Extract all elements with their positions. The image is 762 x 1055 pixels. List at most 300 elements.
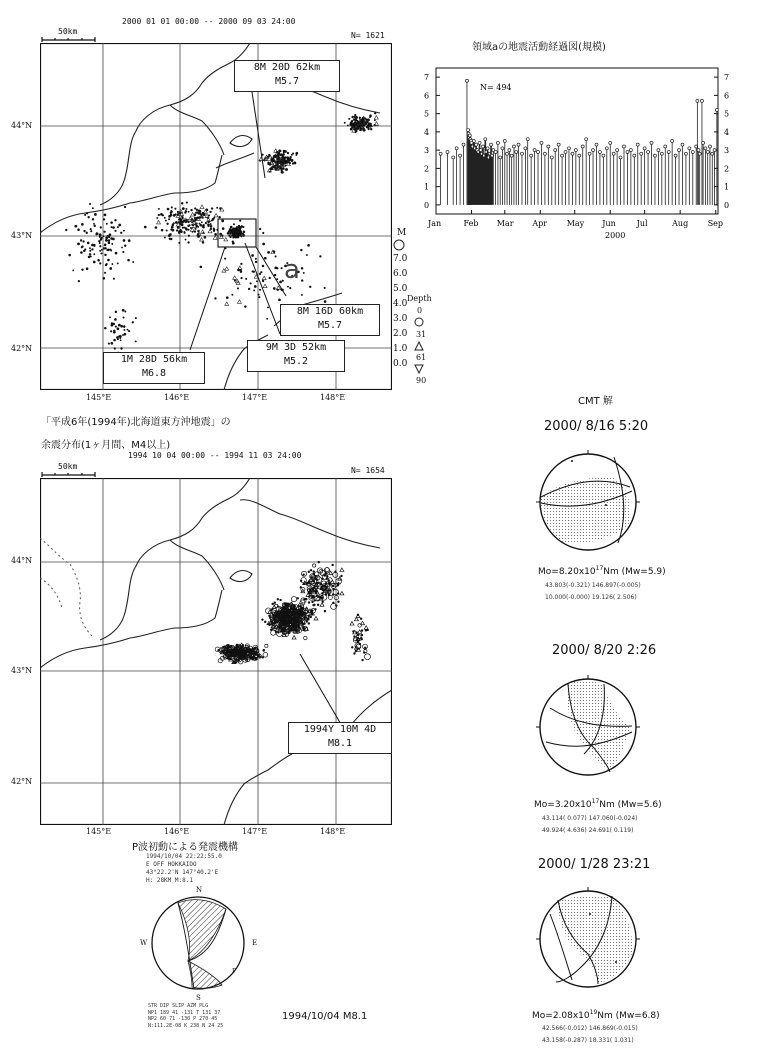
- aftershock-dot: [303, 613, 305, 615]
- epicenter-dot: [77, 242, 80, 245]
- epicenter-dot: [230, 226, 233, 229]
- epicenter-dot: [254, 285, 257, 288]
- epicenter-dot: [355, 130, 358, 133]
- epicenter-dot: [100, 226, 102, 228]
- event-head: [660, 152, 663, 155]
- epicenter-dot: [105, 236, 108, 239]
- epicenter-dot: [155, 226, 158, 229]
- event-head: [640, 152, 643, 155]
- event-head: [653, 154, 656, 157]
- depth-90: 90: [416, 376, 427, 385]
- event-2-line2: M5.7: [317, 320, 343, 331]
- event-head: [616, 149, 619, 152]
- epicenter-dot: [118, 324, 121, 327]
- event-head: [446, 150, 449, 153]
- epicenter-dot: [199, 224, 202, 227]
- epicenter-dot: [240, 230, 242, 232]
- epicenter-dot: [369, 116, 371, 118]
- event-head: [520, 152, 523, 155]
- epicenter-dot: [276, 155, 278, 157]
- aftershock-dot: [298, 624, 300, 626]
- epicenter-dot: [319, 255, 321, 257]
- pwave-dir-e: E: [252, 939, 258, 947]
- epicenter-dot: [100, 252, 102, 254]
- epicenter-dot: [108, 241, 111, 244]
- event-head: [671, 140, 674, 143]
- epicenter-dot: [285, 156, 287, 158]
- epicenter-dot: [174, 213, 176, 215]
- epicenter-dot: [259, 289, 261, 291]
- epicenter-dot: [211, 207, 213, 209]
- event-head: [517, 143, 520, 146]
- epicenter-dot: [113, 278, 115, 280]
- map1-region-label: a: [284, 255, 300, 285]
- aftershock-dot: [268, 614, 270, 616]
- pwave-header-1: 1994/10/04 22:22:55.0: [146, 853, 222, 860]
- epicenter-dot: [165, 220, 167, 222]
- epicenter-dot: [164, 217, 166, 219]
- chart-title: 領域aの地震活動経過図(規模): [472, 42, 606, 53]
- x-axis-year-label: 2000: [605, 231, 626, 240]
- epicenter-dot: [84, 214, 86, 216]
- epicenter-dot: [234, 232, 236, 234]
- epicenter-dot: [266, 318, 268, 320]
- epicenter-dot: [96, 232, 99, 235]
- cmt-3-row1: 42.566(-0.012) 146.869(-0.015): [542, 1025, 638, 1032]
- epicenter-dot: [365, 122, 367, 124]
- event-head: [501, 147, 504, 150]
- epicenter-dot: [160, 213, 163, 216]
- epicenter-dot: [99, 242, 101, 244]
- epicenter-dot: [80, 239, 82, 241]
- event-3-line2: M5.2: [283, 356, 309, 367]
- epicenter-dot: [99, 245, 101, 247]
- aftershock-dot: [361, 659, 363, 661]
- event-head: [702, 141, 705, 144]
- aftershock-dot: [310, 569, 312, 571]
- epicenter-dot: [188, 211, 190, 213]
- aftershock-dot: [321, 592, 323, 594]
- epicenter-dot: [117, 226, 119, 228]
- epicenter-dot: [240, 277, 242, 279]
- aftershock-dot: [307, 618, 309, 620]
- epicenter-dot: [347, 125, 349, 127]
- aftershock-dot: [326, 575, 328, 577]
- aftershock-dot: [311, 576, 313, 578]
- epicenter-dot: [355, 127, 357, 129]
- aftershock-dot: [337, 601, 339, 603]
- aftershock-dot: [337, 592, 339, 594]
- epicenter-dot: [210, 225, 213, 228]
- epicenter-dot: [301, 279, 303, 281]
- epicenter-dot: [194, 217, 196, 219]
- epicenter-dot: [221, 220, 224, 223]
- aftershock-dot: [224, 645, 226, 647]
- epicenter-dot: [114, 318, 117, 321]
- map2-lon-147: 147°E: [242, 827, 268, 836]
- map1-event-callout-2: [280, 304, 380, 336]
- cmt-3-row2: 43.158(-0.287) 18.331( 1.031): [542, 1037, 634, 1044]
- epicenter-dot: [122, 334, 124, 336]
- y-tick-label-left: 6: [424, 91, 430, 101]
- epicenter-dot: [355, 124, 357, 126]
- epicenter-dot: [226, 296, 229, 299]
- map1-event-callout-1: [234, 60, 340, 92]
- epicenter-dot: [237, 268, 240, 271]
- epicenter-dot: [182, 207, 185, 210]
- epicenter-dot: [93, 225, 95, 227]
- epicenter-dot: [110, 330, 112, 332]
- event-head: [574, 149, 577, 152]
- event-head: [595, 143, 598, 146]
- aftershock-dot: [256, 652, 258, 654]
- epicenter-dot: [243, 230, 246, 233]
- event-head: [678, 149, 681, 152]
- event-head: [588, 152, 591, 155]
- epicenter-dot: [109, 233, 112, 236]
- cmt-1-exp: 17: [595, 565, 604, 572]
- map2-lon-148: 148°E: [320, 827, 346, 836]
- epicenter-dot: [209, 211, 211, 213]
- cmt-2-moment: [534, 798, 662, 810]
- epicenter-dot: [123, 239, 126, 242]
- aftershock-dot: [217, 649, 219, 651]
- depth-triangle-icon: [413, 340, 425, 352]
- event-head: [629, 149, 632, 152]
- epicenter-dot: [171, 211, 173, 213]
- epicenter-dot: [262, 265, 265, 268]
- epicenter-dot: [111, 263, 113, 265]
- epicenter-dot: [267, 306, 269, 308]
- epicenter-dot: [374, 112, 376, 114]
- aftershock-dot: [329, 589, 331, 591]
- epicenter-dot: [242, 234, 245, 237]
- aftershock-dot: [303, 623, 305, 625]
- epicenter-dot: [102, 277, 105, 280]
- epicenter-dot: [112, 323, 115, 326]
- epicenter-dot: [289, 162, 291, 164]
- epicenter-dot: [115, 311, 117, 313]
- epicenter-dot: [101, 249, 103, 251]
- epicenter-dot: [164, 237, 166, 239]
- epicenter-dot: [258, 294, 260, 296]
- epicenter-dot: [280, 167, 283, 170]
- epicenter-dot: [240, 236, 242, 238]
- event-head: [478, 141, 481, 144]
- event-head: [626, 150, 629, 153]
- event-head: [713, 149, 716, 152]
- epicenter-dot: [93, 253, 95, 255]
- epicenter-dot: [306, 254, 308, 256]
- y-tick-label-right: 7: [724, 73, 730, 83]
- epicenter-dot: [279, 281, 282, 284]
- map1-lon-147: 147°E: [242, 393, 268, 402]
- mag-legend-circle-large: [392, 239, 406, 251]
- aftershock-dot: [355, 631, 357, 633]
- epicenter-dot: [259, 228, 261, 230]
- epicenter-dot: [191, 221, 193, 223]
- epicenter-dot: [216, 207, 218, 209]
- aftershock-dot: [319, 583, 321, 585]
- event-head: [537, 150, 540, 153]
- epicenter-dot: [90, 228, 92, 230]
- epicenter-dot: [185, 208, 187, 210]
- epicenter-dot: [300, 249, 302, 251]
- epicenter-dot: [120, 347, 122, 349]
- epicenter-dot: [104, 214, 107, 217]
- epicenter-dot: [234, 280, 236, 282]
- event-head: [711, 152, 714, 155]
- event-head: [684, 152, 687, 155]
- cmt-3-moment: [532, 1009, 660, 1021]
- map2-lat-44: 44°N: [11, 556, 33, 565]
- aftershock-dot: [246, 658, 248, 660]
- pwave-header: [146, 853, 222, 885]
- cmt-2-mo: Mo=3.20x10: [534, 800, 592, 810]
- event-head: [578, 154, 581, 157]
- epicenter-dot: [74, 225, 76, 227]
- epicenter-dot: [112, 226, 115, 229]
- epicenter-dot: [176, 229, 178, 231]
- epicenter-dot: [182, 227, 184, 229]
- y-tick-label-right: 2: [724, 164, 730, 174]
- epicenter-dot: [99, 262, 101, 264]
- event-3-line1: 9M 3D 52km: [265, 342, 327, 353]
- epicenter-dot: [115, 326, 117, 328]
- activity-time-chart: [412, 58, 748, 248]
- epicenter-dot: [186, 202, 188, 204]
- epicenter-dot: [237, 287, 239, 289]
- map2-scale-label: 50km: [58, 462, 78, 471]
- epicenter-dot: [357, 128, 359, 130]
- pwave-table-1: STR DIP SLIP AZM PLG: [148, 1003, 209, 1009]
- map2-event-callout: [288, 722, 392, 754]
- month-label: Jun: [602, 219, 616, 228]
- epicenter-dot: [188, 229, 190, 231]
- epicenter-dot: [368, 122, 371, 125]
- epicenter-dot: [167, 208, 170, 211]
- aftershock-dot: [312, 604, 314, 606]
- month-label: Jan: [428, 219, 442, 228]
- event-head: [706, 150, 709, 153]
- event-head: [459, 154, 462, 157]
- epicenter-dot: [127, 329, 129, 331]
- epicenter-dot: [303, 272, 305, 274]
- epicenter-dot: [120, 232, 122, 234]
- epicenter-dot: [123, 326, 125, 328]
- aftershock-dot: [247, 654, 249, 656]
- epicenter-dot: [177, 211, 179, 213]
- aftershock-dot: [299, 605, 301, 607]
- epicenter-dot: [103, 235, 105, 237]
- map1-event-callout-3: [247, 340, 345, 372]
- epicenter-dot: [91, 244, 94, 247]
- event-head: [681, 143, 684, 146]
- epicenter-dot: [370, 128, 372, 130]
- aftershock-dot: [364, 647, 366, 649]
- cmt-1-mo: Mo=8.20x10: [538, 567, 596, 577]
- epicenter-dot: [124, 333, 127, 336]
- epicenter-dot: [92, 218, 94, 220]
- epicenter-dot: [172, 224, 174, 226]
- aftershock-dot: [302, 573, 304, 575]
- epicenter-dot: [185, 227, 187, 229]
- event-head: [462, 143, 465, 146]
- mag-0: 0.0: [393, 359, 408, 369]
- epicenter-dot: [175, 221, 178, 224]
- depth-inverted-triangle-icon: [413, 363, 425, 375]
- event-head: [592, 149, 595, 152]
- epicenter-dot: [114, 230, 116, 232]
- epicenter-dot: [89, 203, 91, 205]
- epicenter-dot: [273, 287, 276, 290]
- event-head: [691, 150, 694, 153]
- event-head: [479, 149, 482, 152]
- epicenter-dot: [106, 263, 108, 265]
- event-head: [571, 152, 574, 155]
- map2-caption-line1: 「平成6年(1994年)北海道東方沖地震」の: [41, 417, 231, 428]
- y-tick-label-right: 0: [724, 200, 730, 210]
- epicenter-dot: [281, 267, 283, 269]
- epicenter-dot: [202, 241, 204, 243]
- epicenter-dot: [181, 202, 183, 204]
- event-head: [550, 156, 553, 159]
- epicenter-dot: [108, 239, 111, 242]
- epicenter-dot: [172, 229, 175, 232]
- aftershock-dot: [235, 645, 237, 647]
- cmt-title: CMT 解: [578, 396, 613, 407]
- epicenter-dot: [269, 164, 271, 166]
- epicenter-dot: [284, 150, 287, 153]
- event-head: [496, 141, 499, 144]
- pwave-table-2: NP1 189 41 -131 T 131 37: [148, 1009, 221, 1016]
- event-head: [543, 152, 546, 155]
- event-head: [605, 147, 608, 150]
- epicenter-dot: [178, 232, 180, 234]
- cmt-3-exp: 19: [589, 1009, 598, 1016]
- aftershock-dot: [310, 610, 312, 612]
- epicenter-dot: [104, 244, 107, 247]
- epicenter-dot: [233, 223, 235, 225]
- epicenter-dot: [278, 299, 281, 302]
- aftershock-dot: [308, 601, 310, 603]
- map1-event-callout-4: [103, 352, 205, 384]
- event-head: [468, 134, 471, 137]
- depth-0: 0: [417, 306, 423, 315]
- epicenter-dot: [185, 210, 187, 212]
- map2-event-line2: M8.1: [327, 738, 353, 749]
- event-head: [452, 156, 455, 159]
- epicenter-dot: [294, 162, 297, 165]
- epicenter-dot: [123, 230, 125, 232]
- cmt-2-row1: 43.114( 0.077) 147.060(-0.024): [542, 815, 638, 822]
- epicenter-dot: [292, 153, 294, 155]
- event-head: [643, 147, 646, 150]
- event-head: [696, 99, 699, 102]
- event-head: [465, 79, 468, 82]
- event-head: [561, 154, 564, 157]
- map1-seismicity-map: [40, 43, 392, 390]
- epicenter-dot: [264, 257, 267, 260]
- month-label: Aug: [672, 219, 689, 228]
- aftershock-dot: [353, 652, 355, 654]
- epicenter-dot: [81, 246, 83, 248]
- event-head: [533, 149, 536, 152]
- epicenter-dot: [214, 297, 216, 299]
- epicenter-dot: [366, 118, 368, 120]
- aftershock-dot: [274, 602, 276, 604]
- event-head: [650, 141, 653, 144]
- aftershock-dot: [316, 590, 318, 592]
- epicenter-dot: [180, 219, 182, 221]
- epicenter-dot: [104, 254, 106, 256]
- aftershock-dot: [311, 613, 313, 615]
- aftershock-dot: [271, 603, 273, 605]
- epicenter-dot: [171, 206, 173, 208]
- map1-lat-42: 42°N: [11, 344, 33, 353]
- map2-event-line1: 1994Y 10M 4D: [303, 724, 377, 735]
- epicenter-dot: [104, 231, 106, 233]
- epicenter-dot: [194, 207, 196, 209]
- epicenter-dot: [88, 216, 90, 218]
- epicenter-dot: [91, 248, 93, 250]
- epicenter-dot: [207, 220, 210, 223]
- epicenter-dot: [213, 227, 215, 229]
- epicenter-dot: [110, 237, 113, 240]
- epicenter-dot: [255, 258, 257, 260]
- aftershock-dot: [268, 623, 270, 625]
- epicenter-dot: [113, 339, 116, 342]
- aftershock-dot: [277, 605, 279, 607]
- epicenter-dot: [201, 216, 204, 219]
- epicenter-dot: [135, 340, 137, 342]
- event-head: [708, 145, 711, 148]
- event-head: [486, 147, 489, 150]
- aftershock-dot: [277, 598, 279, 600]
- epicenter-dot: [93, 223, 95, 225]
- epicenter-dot: [231, 294, 233, 296]
- epicenter-dot: [88, 256, 91, 259]
- epicenter-dot: [267, 161, 269, 163]
- depth-legend-title: Depth: [407, 294, 432, 303]
- aftershock-dot: [331, 564, 333, 566]
- aftershock-dot: [243, 656, 245, 658]
- epicenter-dot: [238, 230, 240, 232]
- epicenter-dot: [128, 330, 130, 332]
- epicenter-dot: [301, 267, 303, 269]
- epicenter-dot: [279, 150, 281, 152]
- aftershock-dot: [351, 646, 353, 648]
- event-head: [612, 152, 615, 155]
- epicenter-dot: [250, 282, 252, 284]
- chart-n-label: N= 494: [480, 83, 512, 92]
- pwave-header-3: 43°22.2'N 147°40.2'E: [146, 869, 219, 876]
- epicenter-dot: [282, 156, 285, 159]
- epicenter-dot: [107, 259, 109, 261]
- epicenter-dot: [173, 222, 175, 224]
- epicenter-dot: [108, 343, 110, 345]
- cmt-1-beachball: [528, 447, 648, 557]
- epicenter-dot: [171, 226, 174, 229]
- epicenter-dot: [89, 250, 91, 252]
- epicenter-dot: [194, 213, 197, 216]
- event-head: [472, 140, 475, 143]
- aftershock-dot: [271, 608, 273, 610]
- y-tick-label-left: 3: [424, 146, 430, 156]
- map2-lon-145: 145°E: [86, 827, 112, 836]
- aftershock-dot: [311, 596, 313, 598]
- epicenter-dot: [106, 249, 108, 251]
